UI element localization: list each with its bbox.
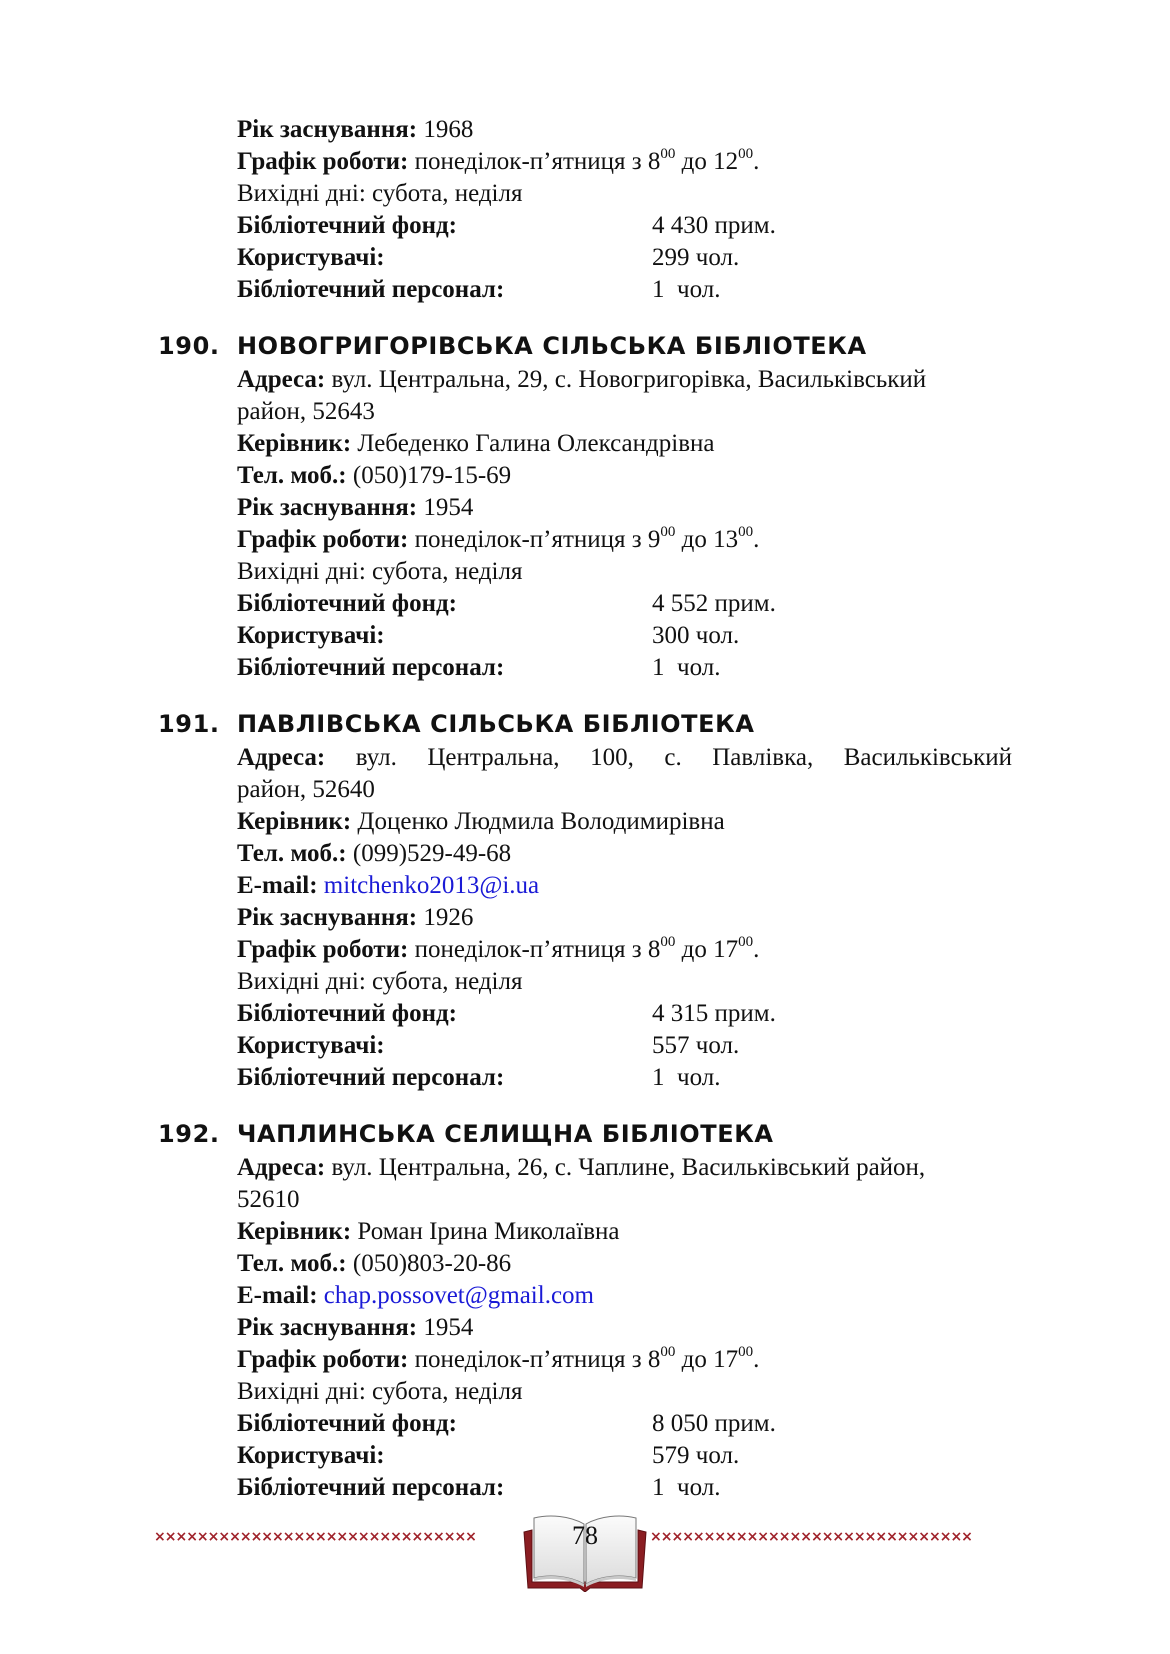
users-value: 557 чол.	[652, 1032, 740, 1059]
previous-entry-tail	[237, 114, 1012, 306]
library-entry-191	[158, 706, 1012, 1094]
founded-label: Рік заснування:	[237, 116, 418, 143]
phone-line	[237, 1248, 1012, 1280]
users-value: 299 чол.	[652, 244, 740, 271]
schedule-line	[237, 524, 1012, 556]
schedule-text: понеділок-п’ятниця з 9	[408, 526, 661, 553]
founded-value: 1954	[417, 494, 474, 521]
page-footer	[0, 1510, 1170, 1600]
library-entry-190	[158, 328, 1012, 684]
schedule-text: понеділок-п’ятниця з 8	[408, 1346, 661, 1373]
fund-label: Бібліотечний фонд:	[237, 590, 457, 617]
fund-value: 8 050 прим.	[652, 1410, 776, 1437]
users-label: Користувачі:	[237, 1442, 385, 1469]
schedule-to-minutes: 00	[738, 145, 754, 162]
address-line-2: район, 52640	[237, 776, 375, 803]
phone-value: (050)179-15-69	[346, 462, 512, 489]
users-row	[237, 620, 1012, 652]
page-number: 78	[572, 1521, 598, 1550]
schedule-end: .	[753, 1346, 760, 1373]
schedule-to-minutes: 00	[738, 933, 754, 950]
schedule-line	[237, 146, 1012, 178]
phone-line	[237, 838, 1012, 870]
address-line-2: район, 52643	[237, 398, 375, 425]
head-value: Доценко Людмила Володимирівна	[351, 808, 725, 835]
address-label: Адреса:	[237, 366, 326, 393]
page-content	[158, 114, 1012, 1504]
schedule-label: Графік роботи:	[237, 936, 409, 963]
founded-value: 1926	[417, 904, 474, 931]
schedule-from-minutes: 00	[660, 933, 676, 950]
address-line-2: 52610	[237, 1186, 300, 1213]
entry-title: ПАВЛІВСЬКА СІЛЬСЬКА БІБЛІОТЕКА	[237, 710, 755, 738]
days-off-line: Вихідні дні: субота, неділя	[237, 558, 523, 585]
schedule-to-minutes: 00	[738, 523, 754, 540]
schedule-from-minutes: 00	[660, 145, 676, 162]
staff-value: 1 чол.	[652, 276, 721, 303]
phone-label: Тел. моб.:	[237, 1250, 347, 1277]
users-value: 579 чол.	[652, 1442, 740, 1469]
schedule-end: .	[753, 936, 760, 963]
fund-row	[237, 588, 1012, 620]
head-label: Керівник:	[237, 808, 352, 835]
address-label: Адреса:	[237, 1154, 326, 1181]
fund-label: Бібліотечний фонд:	[237, 212, 457, 239]
schedule-label: Графік роботи:	[237, 148, 409, 175]
staff-value: 1 чол.	[652, 1064, 721, 1091]
address-line	[237, 364, 1012, 396]
phone-line	[237, 460, 1012, 492]
head-line	[237, 806, 1012, 838]
schedule-mid: до 12	[675, 148, 739, 175]
founded-value: 1968	[417, 116, 474, 143]
users-label: Користувачі:	[237, 1032, 385, 1059]
schedule-mid: до 17	[675, 1346, 739, 1373]
users-label: Користувачі:	[237, 244, 385, 271]
staff-row	[237, 1472, 1012, 1504]
fund-label: Бібліотечний фонд:	[237, 1410, 457, 1437]
entry-heading	[158, 1116, 1012, 1152]
address-line	[237, 742, 1012, 774]
address-line	[237, 1152, 1012, 1184]
staff-row	[237, 1062, 1012, 1094]
users-row	[237, 1030, 1012, 1062]
schedule-end: .	[753, 526, 760, 553]
head-value: Лебеденко Галина Олександрівна	[351, 430, 715, 457]
email-line	[237, 870, 1012, 902]
library-entry-192	[158, 1116, 1012, 1504]
fund-row	[237, 1408, 1012, 1440]
users-row	[237, 242, 1012, 274]
users-value: 300 чол.	[652, 622, 740, 649]
users-label: Користувачі:	[237, 622, 385, 649]
ornament-left: ××××××××××××××××××××××××××××××	[154, 1529, 476, 1545]
entry-title: ЧАПЛИНСЬКА СЕЛИЩНА БІБЛІОТЕКА	[237, 1120, 774, 1148]
schedule-from-minutes: 00	[660, 523, 676, 540]
founded-line	[237, 114, 1012, 146]
staff-row	[237, 652, 1012, 684]
schedule-label: Графік роботи:	[237, 526, 409, 553]
staff-label: Бібліотечний персонал:	[237, 1064, 505, 1091]
entry-heading	[158, 706, 1012, 742]
founded-value: 1954	[417, 1314, 474, 1341]
entry-number: 190.	[158, 332, 220, 360]
fund-value: 4 315 прим.	[652, 1000, 776, 1027]
fund-row	[237, 998, 1012, 1030]
phone-value: (050)803-20-86	[346, 1250, 512, 1277]
days-off-line: Вихідні дні: субота, неділя	[237, 1378, 523, 1405]
staff-label: Бібліотечний персонал:	[237, 1474, 505, 1501]
founded-line	[237, 492, 1012, 524]
email-link[interactable]: mitchenko2013@i.ua	[323, 872, 540, 899]
entry-number: 192.	[158, 1120, 220, 1148]
fund-row	[237, 210, 1012, 242]
staff-row	[237, 274, 1012, 306]
schedule-text: понеділок-п’ятниця з 8	[408, 936, 661, 963]
users-row	[237, 1440, 1012, 1472]
head-line	[237, 1216, 1012, 1248]
days-off-line: Вихідні дні: субота, неділя	[237, 968, 523, 995]
email-link[interactable]: chap.possovet@gmail.com	[323, 1282, 594, 1309]
address-value: вул. Центральна, 26, с. Чаплине, Васильківський район,	[325, 1154, 926, 1181]
schedule-line	[237, 1344, 1012, 1376]
head-value: Роман Ірина Миколаївна	[351, 1218, 620, 1245]
phone-label: Тел. моб.:	[237, 840, 347, 867]
head-label: Керівник:	[237, 430, 352, 457]
fund-value: 4 552 прим.	[652, 590, 776, 617]
phone-label: Тел. моб.:	[237, 462, 347, 489]
schedule-end: .	[753, 148, 760, 175]
ornament-right: ××××××××××××××××××××××××××××××	[650, 1529, 972, 1545]
fund-value: 4 430 прим.	[652, 212, 776, 239]
days-off-line: Вихідні дні: субота, неділя	[237, 180, 523, 207]
schedule-line	[237, 934, 1012, 966]
address-value: вул. Центральна, 29, с. Новогригорівка, Васильківський	[325, 366, 927, 393]
founded-label: Рік заснування:	[237, 494, 418, 521]
staff-label: Бібліотечний персонал:	[237, 276, 505, 303]
fund-label: Бібліотечний фонд:	[237, 1000, 457, 1027]
entry-number: 191.	[158, 710, 220, 738]
entry-title: НОВОГРИГОРІВСЬКА СІЛЬСЬКА БІБЛІОТЕКА	[237, 332, 867, 360]
founded-line	[237, 902, 1012, 934]
phone-value: (099)529-49-68	[346, 840, 512, 867]
address-value: вул. Центральна, 100, с. Павлівка, Васильківський	[325, 744, 1012, 771]
schedule-label: Графік роботи:	[237, 1346, 409, 1373]
head-line	[237, 428, 1012, 460]
schedule-text: понеділок-п’ятниця з 8	[408, 148, 661, 175]
schedule-mid: до 13	[675, 526, 739, 553]
founded-line	[237, 1312, 1012, 1344]
address-label: Адреса:	[237, 744, 326, 771]
email-label: E-mail:	[237, 872, 318, 899]
email-line	[237, 1280, 1012, 1312]
founded-label: Рік заснування:	[237, 1314, 418, 1341]
staff-value: 1 чол.	[652, 654, 721, 681]
schedule-from-minutes: 00	[660, 1343, 676, 1360]
staff-value: 1 чол.	[652, 1474, 721, 1501]
head-label: Керівник:	[237, 1218, 352, 1245]
schedule-mid: до 17	[675, 936, 739, 963]
email-label: E-mail:	[237, 1282, 318, 1309]
founded-label: Рік заснування:	[237, 904, 418, 931]
staff-label: Бібліотечний персонал:	[237, 654, 505, 681]
schedule-to-minutes: 00	[738, 1343, 754, 1360]
entry-heading	[158, 328, 1012, 364]
